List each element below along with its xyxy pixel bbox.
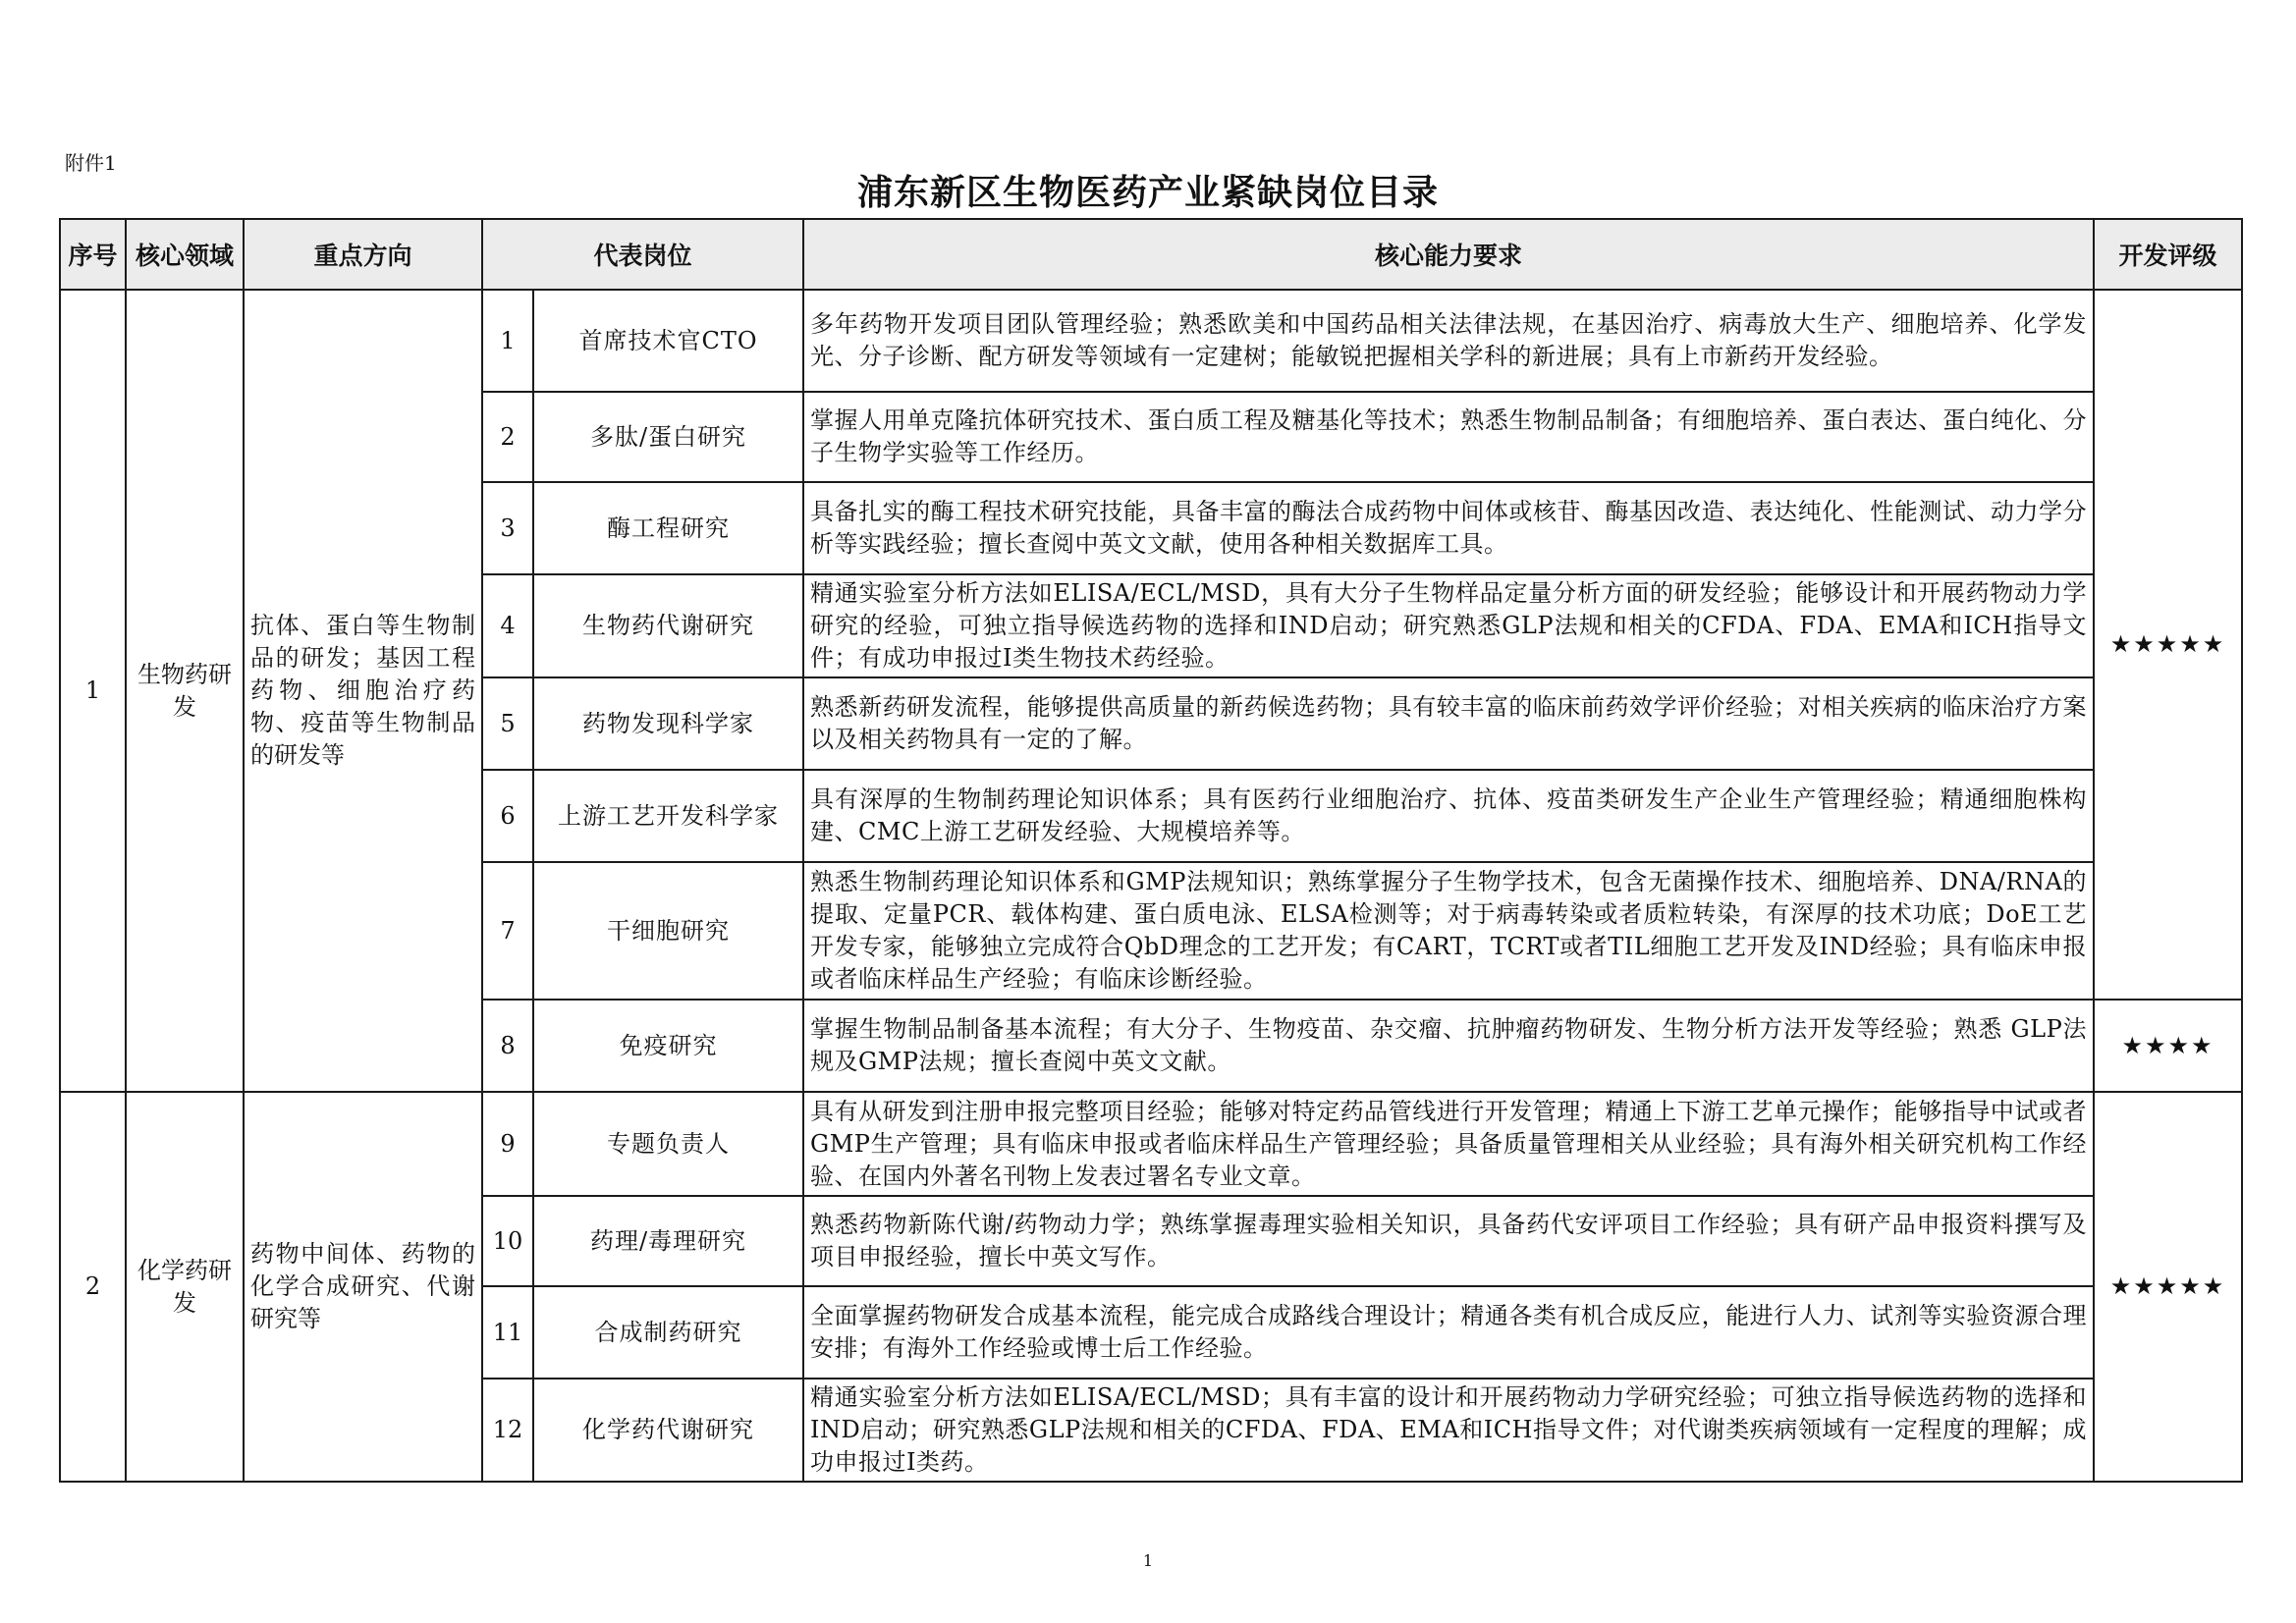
header-rating: 开发评级 xyxy=(2094,219,2242,290)
rating-stars: ★★★★★ xyxy=(2094,1092,2242,1482)
position-number: 2 xyxy=(482,392,533,482)
rating-stars: ★★★★ xyxy=(2094,1000,2242,1092)
position-requirements: 熟悉生物制药理论知识体系和GMP法规知识；熟练掌握分子生物学技术，包含无菌操作技术、细胞培养、DNA/RNA的提取、定量PCR、载体构建、蛋白质电泳、ELSA检测等；对于病毒转染或者质粒转染，有深厚的技术功底；DoE工艺开发专家，能够独立完成符合QbD理念的工艺开发；有CART，TCRT或者TIL细胞工艺开发及IND经验；具有临床申报或者临床样品生产经验；有临床诊断经验。 xyxy=(803,862,2094,1000)
position-requirements: 熟悉药物新陈代谢/药物动力学；熟练掌握毒理实验相关知识，具备药代安评项目工作经验；具有研产品申报资料撰写及项目申报经验，擅长中英文写作。 xyxy=(803,1196,2094,1286)
position-number: 1 xyxy=(482,290,533,392)
position-title: 多肽/蛋白研究 xyxy=(533,392,803,482)
position-number: 11 xyxy=(482,1286,533,1379)
position-requirements: 多年药物开发项目团队管理经验；熟悉欧美和中国药品相关法律法规，在基因治疗、病毒放大生产、细胞培养、化学发光、分子诊断、配方研发等领域有一定建树；能敏锐把握相关学科的新进展；具有上市新药开发经验。 xyxy=(803,290,2094,392)
position-number: 8 xyxy=(482,1000,533,1092)
position-number: 10 xyxy=(482,1196,533,1286)
attachment-label: 附件1 xyxy=(65,151,117,175)
page-title: 浦东新区生物医药产业紧缺岗位目录 xyxy=(856,172,1439,213)
focus-direction: 药物中间体、药物的化学合成研究、代谢研究等 xyxy=(244,1092,482,1482)
table-row xyxy=(60,290,2242,392)
position-number: 6 xyxy=(482,770,533,862)
position-requirements: 精通实验室分析方法如ELISA/ECL/MSD；具有丰富的设计和开展药物动力学研究经验；可独立指导候选药物的选择和IND启动；研究熟悉GLP法规和相关的CFDA、FDA、EMA和ICH指导文件；对代谢类疾病领域有一定程度的理解；成功申报过I类药。 xyxy=(803,1379,2094,1482)
position-requirements: 熟悉新药研发流程，能够提供高质量的新药候选药物；具有较丰富的临床前药效学评价经验；对相关疾病的临床治疗方案以及相关药物具有一定的了解。 xyxy=(803,677,2094,770)
core-domain: 化学药研发 xyxy=(126,1092,244,1482)
core-domain: 生物药研发 xyxy=(126,290,244,1092)
position-title: 药物发现科学家 xyxy=(533,677,803,770)
rating-stars: ★★★★★ xyxy=(2094,290,2242,1000)
position-requirements: 具有从研发到注册申报完整项目经验；能够对特定药品管线进行开发管理；精通上下游工艺单元操作；能够指导中试或者GMP生产管理；具有临床申报或者临床样品生产管理经验；具备质量管理相关从业经验；具有海外相关研究机构工作经验、在国内外著名刊物上发表过署名专业文章。 xyxy=(803,1092,2094,1196)
position-title: 合成制药研究 xyxy=(533,1286,803,1379)
position-number: 3 xyxy=(482,482,533,574)
position-requirements: 掌握人用单克隆抗体研究技术、蛋白质工程及糖基化等技术；熟悉生物制品制备；有细胞培养、蛋白表达、蛋白纯化、分子生物学实验等工作经历。 xyxy=(803,392,2094,482)
position-requirements: 掌握生物制品制备基本流程；有大分子、生物疫苗、杂交瘤、抗肿瘤药物研发、生物分析方法开发等经验；熟悉 GLP法规及GMP法规；擅长查阅中英文文献。 xyxy=(803,1000,2094,1092)
table-row xyxy=(60,1092,2242,1196)
position-title: 干细胞研究 xyxy=(533,862,803,1000)
group-seq: 2 xyxy=(60,1092,126,1482)
position-title: 酶工程研究 xyxy=(533,482,803,574)
position-requirements: 具有深厚的生物制药理论知识体系；具有医药行业细胞治疗、抗体、疫苗类研发生产企业生产管理经验；精通细胞株构建、CMC上游工艺研发经验、大规模培养等。 xyxy=(803,770,2094,862)
position-title: 上游工艺开发科学家 xyxy=(533,770,803,862)
position-title: 化学药代谢研究 xyxy=(533,1379,803,1482)
position-number: 5 xyxy=(482,677,533,770)
position-requirements: 具备扎实的酶工程技术研究技能，具备丰富的酶法合成药物中间体或核苷、酶基因改造、表达纯化、性能测试、动力学分析等实践经验；擅长查阅中英文文献，使用各种相关数据库工具。 xyxy=(803,482,2094,574)
table-header-row xyxy=(60,219,2242,290)
position-title: 药理/毒理研究 xyxy=(533,1196,803,1286)
position-requirements: 全面掌握药物研发合成基本流程，能完成合成路线合理设计；精通各类有机合成反应，能进行人力、试剂等实验资源合理安排；有海外工作经验或博士后工作经验。 xyxy=(803,1286,2094,1379)
job-catalog-table xyxy=(59,218,2243,1483)
position-number: 7 xyxy=(482,862,533,1000)
page-number: 1 xyxy=(1142,1551,1154,1570)
position-number: 12 xyxy=(482,1379,533,1482)
position-title: 免疫研究 xyxy=(533,1000,803,1092)
position-title: 专题负责人 xyxy=(533,1092,803,1196)
header-focus: 重点方向 xyxy=(244,219,482,290)
position-requirements: 精通实验室分析方法如ELISA/ECL/MSD，具有大分子生物样品定量分析方面的研发经验；能够设计和开展药物动力学研究的经验，可独立指导候选药物的选择和IND启动；研究熟悉GLP法规和相关的CFDA、FDA、EMA和ICH指导文件；有成功申报过I类生物技术药经验。 xyxy=(803,574,2094,677)
focus-direction: 抗体、蛋白等生物制品的研发；基因工程药物、细胞治疗药物、疫苗等生物制品的研发等 xyxy=(244,290,482,1092)
header-seq: 序号 xyxy=(60,219,126,290)
position-number: 9 xyxy=(482,1092,533,1196)
position-title: 生物药代谢研究 xyxy=(533,574,803,677)
position-title: 首席技术官CTO xyxy=(533,290,803,392)
position-number: 4 xyxy=(482,574,533,677)
group-seq: 1 xyxy=(60,290,126,1092)
header-requirements: 核心能力要求 xyxy=(803,219,2094,290)
header-post: 代表岗位 xyxy=(482,219,803,290)
header-domain: 核心领域 xyxy=(126,219,244,290)
